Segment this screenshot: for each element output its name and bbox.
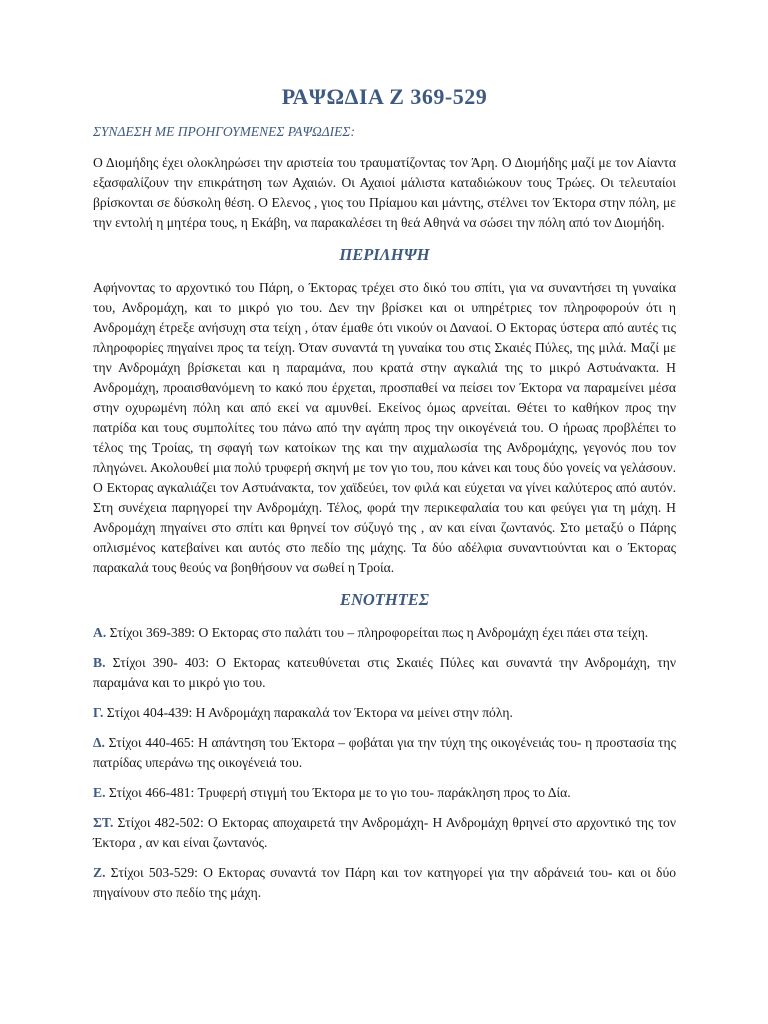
unit-letter: Α. — [93, 625, 107, 640]
unit-item — [93, 623, 676, 643]
unit-item — [93, 863, 676, 903]
units-heading: ΕΝΟΤΗΤΕΣ — [339, 590, 430, 609]
unit-letter: Β. — [93, 655, 106, 670]
summary-heading: ΠΕΡΙΛΗΨΗ — [339, 245, 430, 264]
summary-paragraph: Αφήνοντας το αρχοντικό του Πάρη, ο Έκτορας τρέχει στο δικό του σπίτι, για να συναντήσει τη γυναίκα του, Ανδρομάχη, και το μικρό γιο του. Δεν την βρίσκει και οι υπηρέτριες τον πληροφορούν ότι η Ανδρομάχη έτρεξε ανήσυχη στα τείχη , όταν έμαθε ότι νικούν οι Δαναοί. Ο Εκτορας ύστερα από αυτές τις πληροφορίες πηγαίνει προς τα τείχη. Όταν συναντά τη γυναίκα του στις Σκαιές Πύλες, της μιλά. Μαζί με την Ανδρομάχη βρίσκεται και η παραμάνα, που κρατά στην αγκαλιά της το μικρό Αστυάνακτα. Η Ανδρομάχη, προαισθανόμενη το κακό που έρχεται, προσπαθεί να πείσει τον Έκτορα να παραμείνει μέσα στην οχυρωμένη πόλη και από εκεί να αμυνθεί. Εκείνος όμως αρνείται. Θέτει το καθήκον προς την πατρίδα και τους συμπολίτες του πάνω από την αγάπη προς την οικογένειά του. Ο ήρωας προβλέπει το τέλος της Τροίας, τη σφαγή των κατοίκων της και την αιχμαλωσία της Ανδρομάχης, γεγονός που τον πληγώνει. Ακολουθεί μια πολύ τρυφερή σκηνή με τον γιο του, που κάνει και τους δύο γονείς να γελάσουν. Ο Εκτορας αγκαλιάζει τον Αστυάνακτα, τον χαϊδεύει, τον φιλά και εύχεται να γίνει καλύτερος από αυτόν. Στη συνέχεια παρηγορεί την Ανδρομάχη. Τέλος, φορά την περικεφαλαία του και φεύγει για τη μάχη. Η Ανδρομάχη πηγαίνει στο σπίτι και θρηνεί τον σύζυγό της , αν και είναι ζωντανός. Στο μεταξύ ο Πάρης οπλισμένος κατεβαίνει και αυτός στο πεδίο της μάχης. Τα δύο αδέλφια συναντιούνται και ο Έκτορας παρακαλά τους θεούς να βοηθήσουν να σωθεί η Τροία. — [93, 280, 676, 575]
units-list — [93, 623, 676, 903]
unit-text: Στίχοι 369-389: Ο Εκτορας στο παλάτι του – πληροφορείται πως η Ανδρομάχη έχει πάει στα τείχη. — [106, 625, 649, 640]
unit-letter: Γ. — [93, 705, 104, 720]
unit-item — [93, 653, 676, 693]
unit-item — [93, 813, 676, 853]
unit-text: Στίχοι 440-465: Η απάντηση του Έκτορα – φοβάται για την τύχη της οικογένειάς του- η προστασία της πατρίδας υπεράνω της οικογένειά του. — [93, 735, 676, 770]
intro-heading: ΣΥΝΔΕΣΗ ΜΕ ΠΡΟΗΓΟΥΜΕΝΕΣ ΡΑΨΩΔΙΕΣ: — [93, 124, 355, 139]
unit-text: Στίχοι 390- 403: Ο Εκτορας κατευθύνεται στις Σκαιές Πύλες και συναντά την Ανδρομάχη, την παραμάνα και το μικρό γιο του. — [93, 655, 676, 690]
unit-item — [93, 733, 676, 773]
unit-text: Στίχοι 466-481: Τρυφερή στιγμή του Έκτορα με το γιο του- παράκληση προς το Δία. — [105, 785, 571, 800]
unit-letter: Ε. — [93, 785, 106, 800]
unit-letter: ΣΤ. — [93, 815, 114, 830]
intro-paragraph: Ο Διομήδης έχει ολοκληρώσει την αριστεία του τραυματίζοντας τον Άρη. Ο Διομήδης μαζί με τον Αίαντα εξασφαλίζουν την επικράτηση των Αχαιών. Οι Αχαιοί μάλιστα καταδιώκουν τους Τρώες. Οι τελευταίοι βρίσκονται σε δύσκολη θέση. Ο Ελενος , γιος του Πρίαμου και μάντης, στέλνει τον Έκτορα στην πόλη, με την εντολή η μητέρα τους, η Εκάβη, να παρακαλέσει τη θεά Αθηνά να σώσει την πόλη από τον Διομήδη. — [93, 155, 676, 230]
unit-item — [93, 783, 676, 803]
unit-item — [93, 703, 676, 723]
unit-letter: Ζ. — [93, 865, 106, 880]
unit-text: Στίχοι 482-502: Ο Εκτορας αποχαιρετά την Ανδρομάχη- Η Ανδρομάχη θρηνεί στο αρχοντικό της τον Έκτορα , αν και είναι ζωντανός. — [93, 815, 676, 850]
document-title: ΡΑΨΩΔΙΑ Ζ 369-529 — [281, 84, 488, 109]
unit-letter: Δ. — [93, 735, 105, 750]
unit-text: Στίχοι 404-439: Η Ανδρομάχη παρακαλά τον Έκτορα να μείνει στην πόλη. — [103, 705, 513, 720]
unit-text: Στίχοι 503-529: Ο Εκτορας συναντά τον Πάρη και τον κατηγορεί για την αδράνειά του- και οι δύο πηγαίνουν στο πεδίο της μάχη. — [93, 865, 676, 900]
